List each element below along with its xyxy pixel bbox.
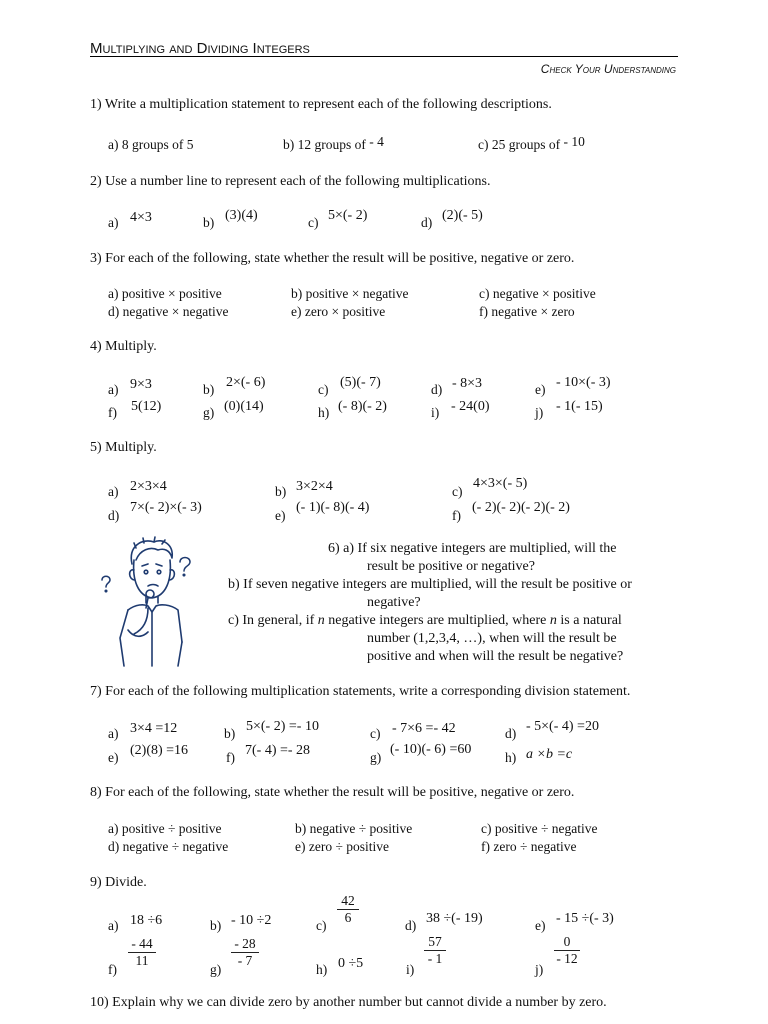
q7-a-label: a) bbox=[108, 726, 119, 741]
q7-d-label: d) bbox=[505, 726, 517, 741]
q7-b-label: b) bbox=[224, 726, 236, 741]
q5-e-expr: (- 1)(- 8)(- 4) bbox=[296, 500, 370, 515]
q7-a-expr: 3×4 =12 bbox=[130, 721, 178, 736]
q2-c-expr: 5×(- 2) bbox=[328, 208, 368, 223]
q3-d: d) negative × negative bbox=[108, 304, 229, 319]
page-subtitle: Check Your Understanding bbox=[540, 62, 676, 76]
q9-c-fraction: $\frac{42}{6}$ bbox=[337, 893, 359, 926]
q9-e-expr: - 15 ÷(- 3) bbox=[556, 911, 614, 926]
q7-prompt: 7) For each of the following multiplication statements, write a corresponding division statement. bbox=[90, 684, 631, 699]
q9-b-label: b) bbox=[210, 918, 222, 933]
q1-prompt: 1) Write a multiplication statement to represent each of the following descriptions. bbox=[90, 97, 552, 112]
q4-prompt: 4) Multiply. bbox=[90, 339, 157, 354]
q3-f: f) negative × zero bbox=[479, 304, 575, 319]
q4-c-label: c) bbox=[318, 382, 329, 397]
q3-c: c) negative × positive bbox=[479, 286, 596, 301]
q7-h-expr: a ×b =c bbox=[526, 747, 573, 762]
q6-a-line1: 6) a) If six negative integers are multiplied, will the bbox=[328, 541, 617, 556]
q9-g-label: g) bbox=[210, 962, 222, 977]
page-title: Multiplying and Dividing Integers bbox=[90, 40, 310, 57]
q4-f-label: f) bbox=[108, 405, 117, 420]
q8-a: a) positive ÷ positive bbox=[108, 821, 222, 836]
q6-b-line2: negative? bbox=[367, 595, 421, 610]
q4-j-expr: - 1(- 15) bbox=[556, 399, 603, 414]
q5-c-expr: 4×3×(- 5) bbox=[473, 476, 528, 491]
q5-prompt: 5) Multiply. bbox=[90, 440, 157, 455]
q7-g-expr: (- 10)(- 6) =60 bbox=[390, 742, 472, 757]
q9-i-fraction: $\frac{57}{- 1}$ bbox=[424, 934, 446, 967]
q9-a-label: a) bbox=[108, 918, 119, 933]
q6-b-line1: b) If seven negative integers are multiplied, will the result be positive or bbox=[228, 577, 632, 592]
q1-b: b) 12 groups of - 4 bbox=[283, 134, 384, 152]
q1-c: c) 25 groups of - 10 bbox=[478, 134, 585, 152]
q4-e-label: e) bbox=[535, 382, 546, 397]
q4-a-expr: 9×3 bbox=[130, 377, 152, 392]
q7-d-expr: - 5×(- 4) =20 bbox=[526, 719, 599, 734]
q9-g-fraction: $\frac{- 28}{- 7}$ bbox=[231, 936, 259, 969]
q4-j-label: j) bbox=[535, 405, 544, 420]
q2-a-label: a) bbox=[108, 215, 119, 230]
q3-e: e) zero × positive bbox=[291, 304, 386, 319]
q7-c-label: c) bbox=[370, 726, 381, 741]
q9-d-label: d) bbox=[405, 918, 417, 933]
q7-f-label: f) bbox=[226, 750, 235, 765]
q7-e-expr: (2)(8) =16 bbox=[130, 743, 189, 758]
q6-c-line2: number (1,2,3,4, …), when will the result be bbox=[367, 631, 617, 646]
q9-d-expr: 38 ÷(- 19) bbox=[426, 911, 483, 926]
q9-i-label: i) bbox=[406, 962, 415, 977]
q4-i-label: i) bbox=[431, 405, 440, 420]
q1-a: a) 8 groups of 5 bbox=[108, 137, 194, 152]
title-underline bbox=[90, 56, 678, 57]
q9-h-label: h) bbox=[316, 962, 328, 977]
q3-b: b) positive × negative bbox=[291, 286, 409, 301]
q9-h-expr: 0 ÷5 bbox=[338, 956, 364, 971]
q4-a-label: a) bbox=[108, 382, 119, 397]
q4-c-expr: (5)(- 7) bbox=[340, 375, 381, 390]
q6-c-line3: positive and when will the result be negative? bbox=[367, 649, 624, 664]
q7-h-label: h) bbox=[505, 750, 517, 765]
thinking-person-illustration bbox=[98, 534, 202, 670]
q4-h-expr: (- 8)(- 2) bbox=[338, 399, 387, 414]
q4-b-expr: 2×(- 6) bbox=[226, 375, 266, 390]
q7-f-expr: 7(- 4) =- 28 bbox=[245, 743, 311, 758]
q9-a-expr: 18 ÷6 bbox=[130, 913, 163, 928]
q7-c-expr: - 7×6 =- 42 bbox=[392, 721, 456, 736]
q9-j-fraction: $\frac{0}{- 12}$ bbox=[554, 934, 580, 967]
q2-a-expr: 4×3 bbox=[130, 210, 152, 225]
q9-c-label: c) bbox=[316, 918, 327, 933]
q2-b-label: b) bbox=[203, 215, 215, 230]
q8-b: b) negative ÷ positive bbox=[295, 821, 413, 836]
q9-e-label: e) bbox=[535, 918, 546, 933]
q5-d-label: d) bbox=[108, 508, 120, 523]
q5-f-label: f) bbox=[452, 508, 461, 523]
q4-d-expr: - 8×3 bbox=[452, 376, 483, 391]
q2-d-expr: (2)(- 5) bbox=[442, 208, 483, 223]
q5-c-label: c) bbox=[452, 484, 463, 499]
q5-d-expr: 7×(- 2)×(- 3) bbox=[130, 500, 202, 515]
q6-c-line1: c) In general, if n negative integers are multiplied, where n is a natural bbox=[228, 613, 622, 628]
q5-a-label: a) bbox=[108, 484, 119, 499]
q2-c-label: c) bbox=[308, 215, 319, 230]
q7-b-expr: 5×(- 2) =- 10 bbox=[246, 719, 319, 734]
q2-b-expr: (3)(4) bbox=[225, 208, 258, 223]
q8-prompt: 8) For each of the following, state whether the result will be positive, negative or zero. bbox=[90, 785, 575, 800]
q8-d: d) negative ÷ negative bbox=[108, 839, 229, 854]
q4-h-label: h) bbox=[318, 405, 330, 420]
q6-a-line2: result be positive or negative? bbox=[367, 559, 535, 574]
q4-g-label: g) bbox=[203, 405, 215, 420]
q5-b-label: b) bbox=[275, 484, 287, 499]
q9-f-fraction: $\frac{- 44}{11}$ bbox=[128, 936, 156, 969]
q2-d-label: d) bbox=[421, 215, 433, 230]
q2-prompt: 2) Use a number line to represent each of the following multiplications. bbox=[90, 174, 491, 189]
q4-g-expr: (0)(14) bbox=[224, 399, 264, 414]
q9-b-expr: - 10 ÷2 bbox=[231, 913, 272, 928]
q5-a-expr: 2×3×4 bbox=[130, 479, 167, 494]
q10-prompt: 10) Explain why we can divide zero by another number but cannot divide a number by zero. bbox=[90, 995, 607, 1010]
q4-b-label: b) bbox=[203, 382, 215, 397]
q4-e-expr: - 10×(- 3) bbox=[556, 375, 611, 390]
q4-f-expr: 5(12) bbox=[131, 399, 162, 414]
q9-f-label: f) bbox=[108, 962, 117, 977]
q4-i-expr: - 24(0) bbox=[451, 399, 490, 414]
q5-f-expr: (- 2)(- 2)(- 2)(- 2) bbox=[472, 500, 570, 515]
q3-prompt: 3) For each of the following, state whether the result will be positive, negative or zero. bbox=[90, 251, 575, 266]
q9-prompt: 9) Divide. bbox=[90, 875, 147, 890]
q5-b-expr: 3×2×4 bbox=[296, 479, 333, 494]
q4-d-label: d) bbox=[431, 382, 443, 397]
q5-e-label: e) bbox=[275, 508, 286, 523]
q9-j-label: j) bbox=[535, 962, 544, 977]
q8-e: e) zero ÷ positive bbox=[295, 839, 389, 854]
q7-g-label: g) bbox=[370, 750, 382, 765]
q8-f: f) zero ÷ negative bbox=[481, 839, 577, 854]
q8-c: c) positive ÷ negative bbox=[481, 821, 598, 836]
q7-e-label: e) bbox=[108, 750, 119, 765]
q3-a: a) positive × positive bbox=[108, 286, 222, 301]
